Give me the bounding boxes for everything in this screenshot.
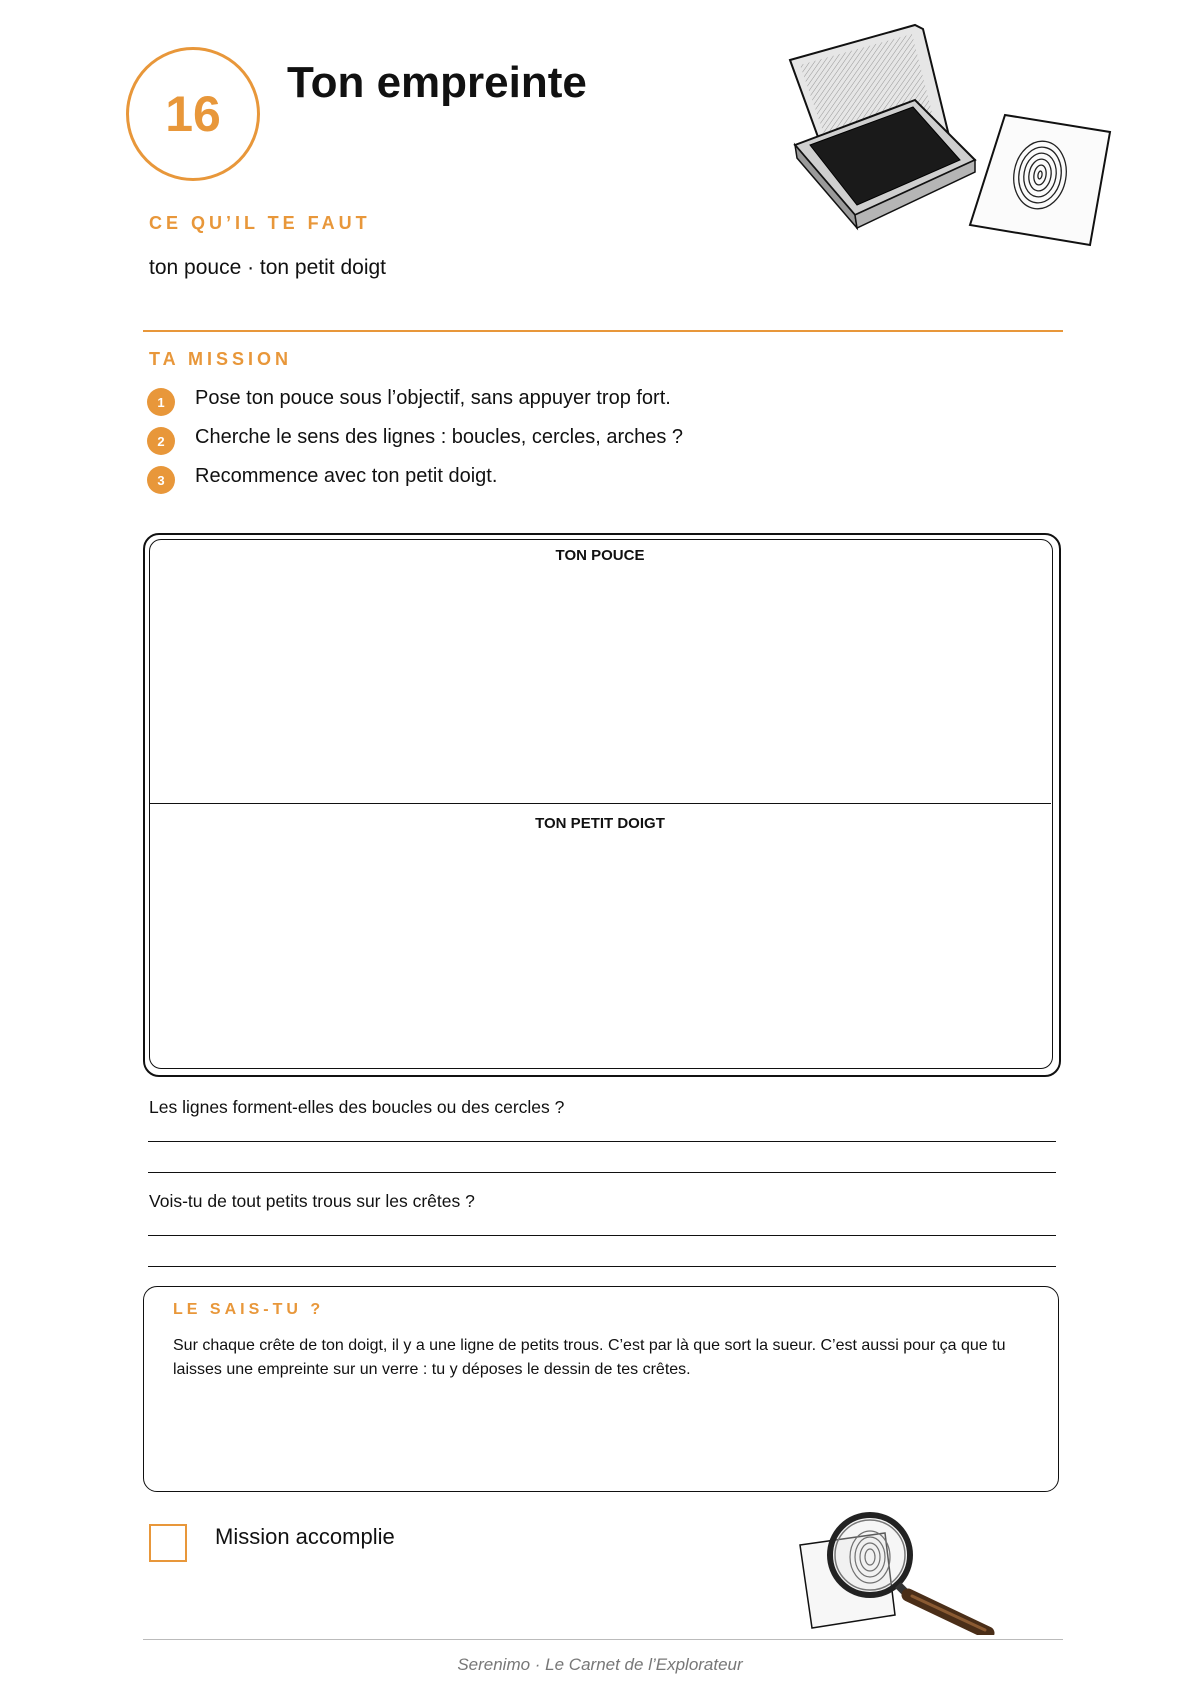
activity-number-badge (126, 47, 260, 181)
page-title: Ton empreinte (287, 58, 587, 107)
step-text: Cherche le sens des lignes : boucles, cercles, arches ? (195, 425, 684, 448)
materials-list: ton pouce · ton petit doigt (149, 256, 386, 279)
answer-line[interactable] (148, 1172, 1056, 1173)
little-finger-drawing-area[interactable] (150, 806, 1050, 1066)
step-text: Recommence avec ton petit doigt. (195, 464, 498, 487)
ink-pad-illustration (785, 20, 1115, 250)
question-text: Les lignes forment-elles des boucles ou des cercles ? (149, 1097, 565, 1117)
mission-complete-checkbox[interactable] (149, 1524, 187, 1562)
little-finger-panel-label: TON PETIT DOIGT (535, 815, 665, 832)
materials-heading: CE QU’IL TE FAUT (149, 213, 371, 233)
step-number-badge: 3 (147, 466, 175, 494)
section-divider (143, 330, 1063, 332)
did-you-know-heading: LE SAIS-TU ? (173, 1301, 325, 1318)
thumb-panel-label: TON POUCE (555, 547, 645, 564)
mission-complete-label: Mission accomplie (215, 1524, 395, 1549)
answer-line[interactable] (148, 1141, 1056, 1142)
step-number-badge: 1 (147, 388, 175, 416)
mission-step (147, 422, 683, 452)
mission-step (147, 383, 671, 413)
activity-number: 16 (165, 86, 221, 142)
did-you-know-text: Sur chaque crête de ton doigt, il y a une ligne de petits trous. C’est par là que sort la sueur. C’est aussi pour ça que tu laisses une empreinte sur un verre : tu y déposes le dessin de tes crêtes. (173, 1337, 1006, 1378)
footer-divider (143, 1639, 1063, 1640)
question-text: Vois-tu de tout petits trous sur les crêtes ? (149, 1191, 475, 1211)
magnifying-glass-illustration (790, 1495, 1010, 1635)
footer-credit: Serenimo · Le Carnet de l’Explorateur (457, 1655, 743, 1674)
thumb-drawing-area[interactable] (150, 540, 1050, 802)
answer-line[interactable] (148, 1235, 1056, 1236)
mission-step (147, 461, 497, 491)
mission-heading: TA MISSION (149, 349, 292, 369)
step-number-badge: 2 (147, 427, 175, 455)
answer-line[interactable] (148, 1266, 1056, 1267)
step-text: Pose ton pouce sous l’objectif, sans appuyer trop fort. (195, 386, 671, 409)
panel-divider (150, 803, 1051, 804)
